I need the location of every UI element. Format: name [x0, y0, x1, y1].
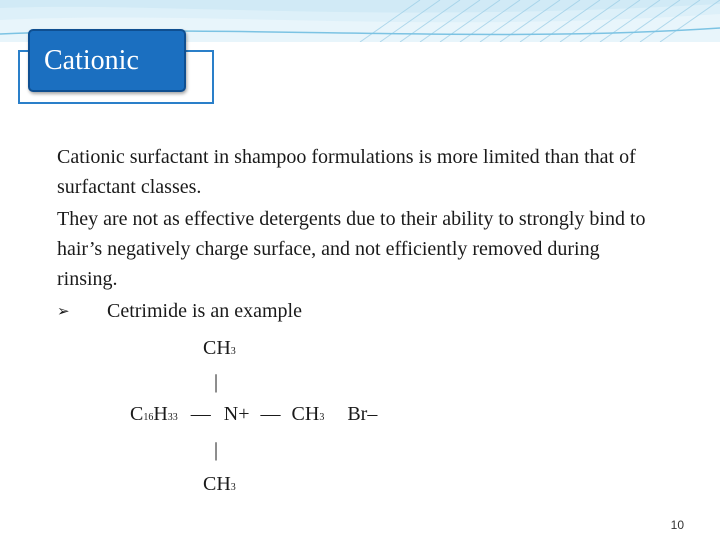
formula-bond-upper: |	[214, 371, 219, 393]
slide-title: Cationic	[44, 45, 139, 76]
arrow-bullet-icon: ➢	[57, 302, 70, 320]
formula-bond-lower: |	[214, 439, 219, 461]
paragraph-2: They are not as effective detergents due to their ability to strongly bind to hair’s negatively charge surface, and not efficiently removed during rinsing.	[57, 208, 646, 290]
slide-body	[57, 142, 657, 327]
formula-middle-row: C16H33 — N+ — CH3 Br–	[130, 403, 378, 425]
formula-top-ch3: CH3	[203, 337, 236, 359]
bullet-item	[57, 296, 657, 327]
formula-bottom-ch3: CH3	[203, 473, 236, 495]
paragraph-1: Cationic surfactant in shampoo formulations is more limited than that of surfactant classes.	[57, 146, 636, 198]
bullet-text: Cetrimide is an example	[107, 300, 302, 322]
page-number: 10	[670, 518, 684, 532]
